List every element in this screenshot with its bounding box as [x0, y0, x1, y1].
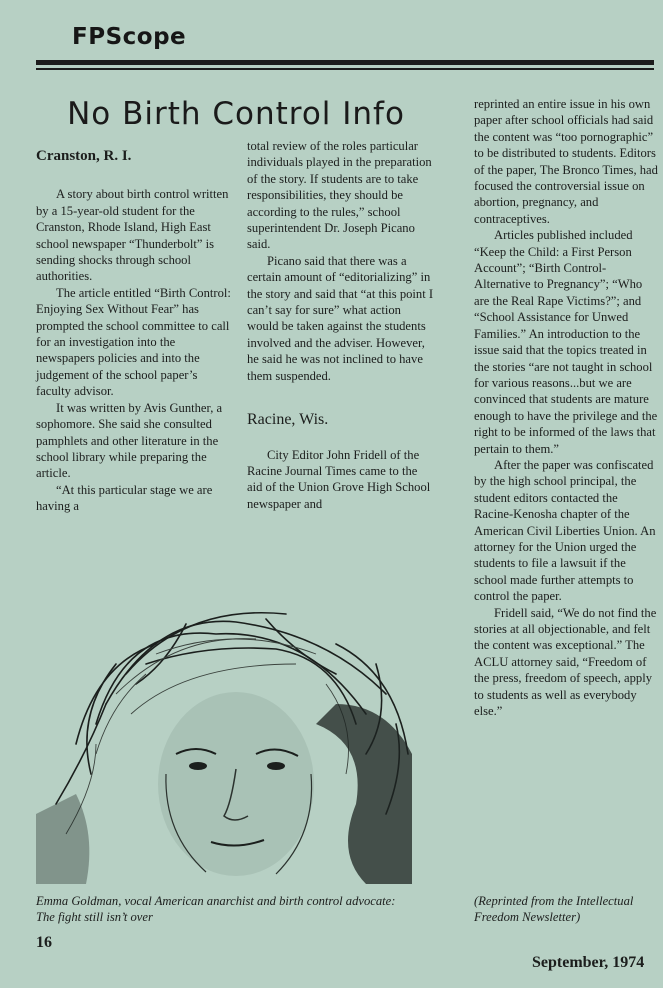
dateline-racine: Racine, Wis.: [247, 411, 329, 429]
issue-date: September, 1974: [532, 954, 645, 971]
column-2: [247, 138, 435, 512]
dateline-cranston: Cranston, R. I.: [36, 148, 132, 164]
body-paragraph: Picano said that there was a certain amount of “editorializing” in the story and said that “at this point I can’t say for sure” what action would be taken against the students involved and the adviser. However, he said he was not inclined to have them suspended.: [247, 253, 434, 383]
body-paragraph: A story about birth control written by a 15-year-old student for the Cranston, Rhode Island, High East school newspaper “Thunderbolt” is sending shocks through school authorities.: [36, 187, 229, 284]
body-paragraph: reprinted an entire issue in his own paper after school officials had said the content was “too pornographic” to be distributed to students. Editors of the paper, The Bronco Times, had focused the controversial issue on abortion, pregnancy, and contraceptives.: [474, 97, 658, 226]
portrait-illustration: [36, 604, 412, 884]
photo-caption: Emma Goldman, vocal American anarchist and birth control advocate: The fight still isn’t over: [36, 894, 396, 925]
masthead: FPScope: [72, 24, 187, 50]
headline: No Birth Control Info: [67, 96, 405, 132]
body-paragraph: total review of the roles particular individuals played in the preparation of the story. If students are to take responsibilities, they should be according to the rules,” school superintendent Dr. Joseph Picano said.: [247, 139, 432, 252]
body-paragraph: It was written by Avis Gunther, a sophomore. She said she consulted pamphlets and other literature in the school library while preparing the article.: [36, 400, 223, 481]
body-paragraph: “At this particular stage we are having a: [36, 482, 213, 514]
body-paragraph: Fridell said, “We do not find the stories at all objectionable, and felt the content was exceptional.” The ACLU attorney said, “Freedom of the press, freedom of speech, apply to students as well as everybody else.”: [474, 605, 657, 719]
column-1: [36, 148, 232, 515]
body-paragraph: Articles published included “Keep the Child: a First Person Account”; “Birth Control-Alternative to Pregnancy”; “Who are the Real Rape Victims?”; and “School Assistance for Unwed Families.” An introduction to the issue said that the topics treated in the stories “are not taught in school for various reasons...but we are convinced that students are mature enough to have the privilege and the right to be informed of the laws that pertain to them.”: [474, 228, 658, 456]
body-paragraph: City Editor John Fridell of the Racine Journal Times came to the aid of the Union Grove High School newspaper and: [247, 447, 431, 511]
masthead-rule-thin: [36, 68, 654, 70]
reprint-note: (Reprinted from the Intellectual Freedom Newsletter): [474, 894, 634, 925]
body-paragraph: After the paper was confiscated by the high school principal, the student editors contacted the Racine-Kenosha chapter of the American Civil Liberties Union. An attorney for the Union urged the students to file a lawsuit if the school made further attempts to control the paper.: [474, 457, 656, 604]
page-number: 16: [36, 934, 52, 951]
body-paragraph: The article entitled “Birth Control: Enjoying Sex Without Fear” has prompted the school committee to call for an investigation into the newspapers policies and into the judgement of the school paper’s faculty advisor.: [36, 285, 231, 399]
masthead-rule-thick: [36, 60, 654, 65]
column-3: [474, 96, 660, 719]
